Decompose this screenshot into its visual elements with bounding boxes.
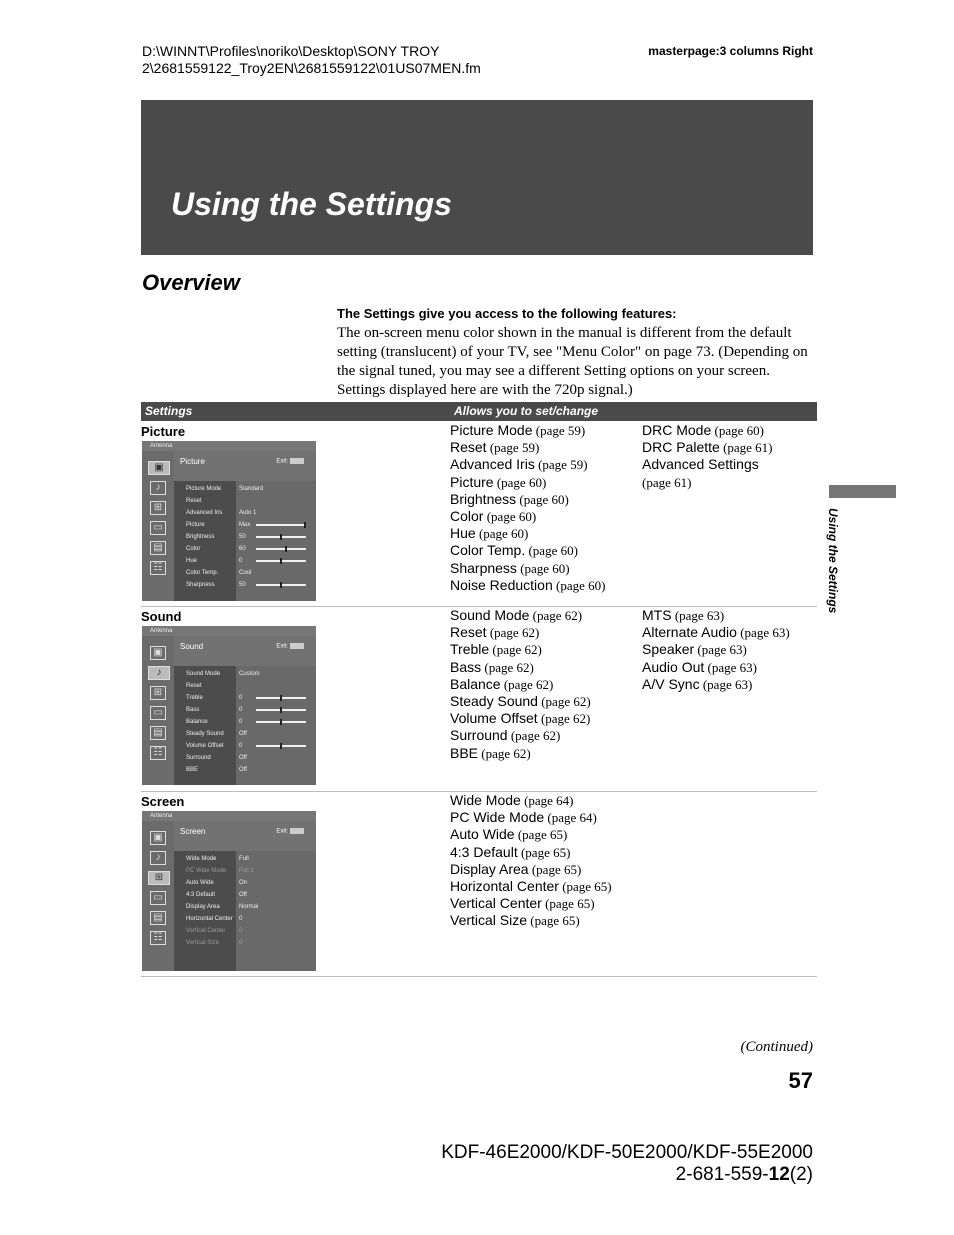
screen-icon: ⊞ [150,501,166,515]
menu-item-value-row [236,543,316,555]
intro-body: The on-screen menu color shown in the manual is different from the default setting (translucent) of your TV, see "Menu Color" on page 73. (Depending on the signal tuned, you may see a different Setting options on your screen. Settings displayed here are with the 720p signal.) [337,325,808,398]
feature-name: Surround [450,727,508,744]
menu-icon-column [142,821,174,971]
menu-item-value: 0 [239,940,243,946]
feature-page-ref: (page 62) [478,745,531,761]
sound-icon: ♪ [150,481,166,495]
feature-page-ref: (page 60) [552,577,606,593]
feature-item [450,861,612,878]
feature-item [450,577,605,594]
menu-item-value-row [236,567,316,579]
menu-icon-column [142,451,174,601]
feature-item [450,525,605,542]
menu-item-label: Color Temp. [186,570,219,576]
feature-page-ref: (page 59) [532,423,586,438]
feature-page-ref: (page 60) [483,509,537,525]
menu-item-label: Volume Offset [186,743,224,749]
channel-icon: ▭ [150,521,166,535]
feature-page-ref: (page 60) [475,526,529,542]
feature-item [450,659,591,676]
feature-item [450,844,612,861]
section-title: Overview [142,270,240,295]
menu-item-value-row [236,531,316,543]
channel-icon: ▭ [150,891,166,905]
menu-item-label: Picture Mode [186,486,222,492]
menu-button-icon [290,458,304,464]
feature-item [450,912,612,929]
channel-icon: ▭ [150,706,166,720]
slider-thumb [304,522,306,528]
row-label-screen: Screen [141,794,185,809]
feature-page-ref: (page 64) [544,810,597,826]
feature-page-ref: (page 65) [514,827,568,843]
menu-item-label: Vertical Size [186,940,220,946]
feature-name: Color [450,508,484,525]
menu-item-value-row [236,704,316,716]
feature-item [450,727,591,744]
exit-label: Exit: [276,458,288,465]
feature-page-ref: (page 65) [528,861,582,877]
feature-name: Balance [450,675,501,692]
feature-item [450,422,605,439]
feature-item [450,439,605,456]
row-label-sound: Sound [141,609,182,624]
antenna-label: Antenna [142,811,316,821]
menu-item-label: Sharpness [186,582,215,588]
menu-item-value: 0 [239,916,243,922]
feature-name: BBE [450,744,479,761]
menu-item-value-row [236,680,316,692]
feature-name: PC Wide Mode [450,809,545,826]
feature-name: Hue [450,525,476,542]
menu-item-value: Cool [239,570,252,576]
intro-lead: The Settings give you access to the following features: [337,306,677,321]
table-header-allows: Allows you to set/change [454,404,599,418]
feature-page-ref: (page 63) [736,625,790,641]
slider-thumb [280,695,282,701]
feature-item [450,491,605,508]
feature-item [450,710,591,727]
menu-title: Sound [180,642,204,651]
picture-icon: ▣ [150,831,166,845]
exit-label: Exit: [276,828,288,835]
menu-item-label: Wide Mode [186,856,217,862]
feature-item [450,693,591,710]
feature-item [450,878,612,895]
picture-features-col2 [642,422,773,491]
feature-name: Display Area [450,860,529,877]
menu-item-value: Max [239,522,251,528]
feature-item [450,624,591,641]
menu-item-value: 50 [239,534,246,540]
antenna-label: Antenna [142,441,316,451]
menu-item-value: 0 [239,695,243,701]
feature-item [450,676,591,693]
menu-title-bar [174,636,316,666]
menu-item-label: 4:3 Default [186,892,216,898]
menu-item-label: Bass [186,707,200,713]
feature-page-ref: (page 65) [558,879,612,895]
menu-item-label: Reset [186,683,202,689]
menu-button-icon [290,828,304,834]
feature-item [450,745,591,762]
feature-page-ref: (page 63) [694,642,747,658]
menu-item-value-row [236,519,316,531]
feature-name: Volume Offset [450,710,538,727]
menu-item-label: Brightness [186,534,215,540]
model-code-bold: 12 [768,1164,790,1185]
feature-page-ref: (page 62) [507,728,561,744]
level-slider [256,548,306,550]
feature-name: Advanced Settings [642,456,759,473]
file-path-line-2: 2\2681559122_Troy2EN\2681559122\01US07MEN.fm [142,60,481,76]
menu-item-label: Steady Sound [186,731,224,737]
menu-item-value: 0 [239,558,243,564]
menu-item-value-row [236,925,316,937]
level-slider [256,697,306,699]
menu-title-bar [174,451,316,481]
feature-page-ref: (page 62) [489,642,542,658]
feature-page-ref: (page 62) [537,694,591,710]
lock-icon: ▤ [150,541,166,555]
feature-name: 4:3 Default [450,843,518,860]
sound-icon: ♪ [148,666,170,680]
feature-page-ref: (page 60) [493,474,547,490]
feature-name: MTS [642,607,672,623]
feature-page-ref: (page 65) [541,896,595,912]
menu-item-label: Sound Mode [186,671,221,677]
feature-page-ref: (page 61) [642,474,692,490]
model-code-prefix: 2-681-559- [675,1164,769,1185]
slider-thumb [280,743,282,749]
menu-item-value-row [236,752,316,764]
slider-thumb [280,534,282,540]
menu-item-value-row [236,507,316,519]
sound-features-col1 [450,607,591,762]
menu-value-list [236,666,316,785]
feature-item [450,641,591,658]
side-chapter-label: Using the Settings [826,508,840,614]
feature-name: Color Temp. [450,542,526,559]
menu-item-label: Horizontal Center [186,916,233,922]
feature-item [642,456,773,473]
feature-item [450,607,591,624]
menu-item-label: PC Wide Mode [186,868,227,874]
menu-item-label: Vertical Center [186,928,226,934]
menu-item-list [174,481,236,601]
menu-item-label: Hue [186,558,198,564]
menu-title: Screen [180,827,206,836]
menu-title-bar [174,821,316,851]
feature-item [450,456,605,473]
level-slider [256,721,306,723]
menu-item-value-row [236,937,316,949]
menu-item-label: Color [186,546,201,552]
screen-icon: ⊞ [150,686,166,700]
feature-page-ref: (page 60) [516,560,570,576]
menu-item-label: Surround [186,755,211,761]
chapter-title: Using the Settings [171,186,452,222]
feature-page-ref: (page 63) [699,676,753,692]
feature-name: Alternate Audio [642,624,737,641]
picture-icon: ▣ [150,646,166,660]
menu-exit-hint [276,458,304,465]
model-code-suffix: (2) [789,1164,813,1185]
feature-name: Speaker [642,641,695,658]
menu-exit-hint [276,828,304,835]
screen-icon: ⊞ [148,871,170,885]
menu-item-value: 0 [239,707,243,713]
menu-item-value: On [239,880,248,886]
masterpage-label: masterpage:3 columns Right [648,44,813,58]
chapter-banner [141,100,813,255]
menu-item-list [174,666,236,785]
feature-page-ref: (page 60) [516,491,569,507]
menu-item-value: Full [239,856,249,862]
feature-page-ref: (page 61) [719,440,773,456]
menu-item-label: Treble [186,695,203,701]
setup-icon: ☷ [150,931,166,945]
setup-icon: ☷ [150,561,166,575]
slider-thumb [280,558,282,564]
feature-name: Sound Mode [450,607,530,623]
menu-item-value: 50 [239,582,246,588]
level-slider [256,709,306,711]
menu-item-value: Off [239,767,247,773]
menu-item-value-row [236,913,316,925]
menu-item-value: Full 1 [239,868,254,874]
level-slider [256,584,306,586]
menu-item-value: Auto 1 [239,510,257,516]
feature-item [450,792,612,809]
menu-item-label: BBE [186,767,199,773]
menu-value-list [236,851,316,971]
model-line-2 [441,1164,813,1186]
menu-exit-hint [276,643,304,650]
continued-note: (Continued) [740,1039,813,1055]
feature-item [450,474,605,491]
feature-name: Treble [450,641,490,658]
feature-page-ref: (page 59) [534,457,588,473]
side-thumb-tab [829,485,896,498]
feature-name: Reset [450,439,487,456]
feature-page-ref: (page 60) [525,543,578,559]
menu-item-value-row [236,728,316,740]
feature-name: Auto Wide [450,826,515,843]
menu-item-value-row [236,853,316,865]
antenna-label: Antenna [142,626,316,636]
table-header [141,402,817,421]
level-slider [256,524,306,526]
menu-item-value-row [236,495,316,507]
menu-item-list [174,851,236,971]
feature-page-ref: (page 62) [486,625,540,641]
sound-icon: ♪ [150,851,166,865]
sound-features-col2 [642,607,790,693]
feature-name: Audio Out [642,658,705,675]
level-slider [256,560,306,562]
slider-thumb [285,546,287,552]
feature-item [642,474,773,491]
feature-item [642,676,790,693]
feature-item [642,607,790,624]
feature-item [450,809,612,826]
feature-item [450,560,605,577]
feature-page-ref: (page 65) [527,913,580,929]
lock-icon: ▤ [150,911,166,925]
feature-item [642,624,790,641]
menu-item-value-row [236,692,316,704]
feature-page-ref: (page 64) [520,793,574,808]
feature-name: A/V Sync [642,675,700,692]
menu-item-label: Advanced Iris [186,510,223,516]
feature-name: Picture Mode [450,422,533,438]
feature-page-ref: (page 62) [481,659,534,675]
picture-features-col1 [450,422,605,594]
menu-item-label: Picture [186,522,205,528]
menu-item-value: Off [239,731,247,737]
feature-name: Advanced Iris [450,456,535,473]
slider-thumb [280,707,282,713]
exit-label: Exit: [276,643,288,650]
menu-item-value-row [236,668,316,680]
feature-page-ref: (page 65) [517,844,571,860]
menu-item-value: Off [239,755,247,761]
row-divider [141,976,817,977]
slider-thumb [280,719,282,725]
page-number: 57 [788,1068,813,1093]
menu-item-value-row [236,740,316,752]
feature-item [642,422,773,439]
menu-item-value: Custom [239,671,260,677]
feature-name: Picture [450,473,494,490]
feature-item [450,542,605,559]
file-path-line-1: D:\WINNT\Profiles\noriko\Desktop\SONY TROY [142,43,440,59]
menu-item-value: 0 [239,928,243,934]
intro-block [337,306,813,400]
menu-title: Picture [180,457,205,466]
menu-item-value-row [236,555,316,567]
menu-item-value: Off [239,892,247,898]
model-line-1: KDF-46E2000/KDF-50E2000/KDF-55E2000 [441,1142,813,1163]
menu-item-label: Balance [186,719,208,725]
menu-item-value-row [236,716,316,728]
menu-item-value: Standard [239,486,264,492]
feature-page-ref: (page 63) [671,608,725,623]
feature-item [642,439,773,456]
menu-icon-column [142,636,174,785]
picture-menu-screenshot [142,441,316,601]
menu-item-value: 0 [239,719,243,725]
slider-thumb [280,582,282,588]
table-header-settings: Settings [145,404,193,418]
feature-item [450,895,612,912]
feature-name: DRC Mode [642,422,712,438]
menu-item-value-row [236,901,316,913]
level-slider [256,536,306,538]
setup-icon: ☷ [150,746,166,760]
feature-name: Horizontal Center [450,878,559,895]
feature-name: Reset [450,624,487,641]
menu-item-value-row [236,579,316,591]
feature-name: Brightness [450,490,517,507]
feature-page-ref: (page 62) [500,676,554,692]
feature-name: Noise Reduction [450,576,553,593]
model-numbers [441,1142,813,1186]
menu-item-value: 60 [239,546,246,552]
menu-item-value-row [236,483,316,495]
menu-item-value-row [236,865,316,877]
feature-item [642,641,790,658]
menu-item-label: Display Area [186,904,220,910]
feature-name: Sharpness [450,559,517,576]
menu-item-label: Reset [186,498,202,504]
menu-item-label: Auto Wide [186,880,214,886]
feature-page-ref: (page 59) [486,440,540,456]
picture-icon: ▣ [148,461,170,475]
screen-menu-screenshot [142,811,316,971]
feature-page-ref: (page 63) [704,659,757,675]
menu-item-value-row [236,889,316,901]
feature-name: Wide Mode [450,792,521,808]
feature-page-ref: (page 60) [711,423,764,438]
file-path-header [142,43,582,77]
feature-item [642,659,790,676]
feature-name: Vertical Size [450,912,528,929]
feature-page-ref: (page 62) [537,711,591,727]
level-slider [256,745,306,747]
menu-item-value: Normal [239,904,259,910]
feature-name: DRC Palette [642,439,720,456]
feature-item [450,508,605,525]
menu-button-icon [290,643,304,649]
row-label-picture: Picture [141,424,186,439]
feature-name: Steady Sound [450,693,538,710]
menu-item-value: 0 [239,743,243,749]
feature-item [450,826,612,843]
feature-name: Bass [450,658,482,675]
screen-features-col1 [450,792,612,930]
sound-menu-screenshot [142,626,316,785]
menu-item-value-row [236,877,316,889]
menu-item-value-row [236,764,316,776]
feature-page-ref: (page 62) [529,608,583,623]
lock-icon: ▤ [150,726,166,740]
menu-value-list [236,481,316,601]
feature-name: Vertical Center [450,895,542,912]
